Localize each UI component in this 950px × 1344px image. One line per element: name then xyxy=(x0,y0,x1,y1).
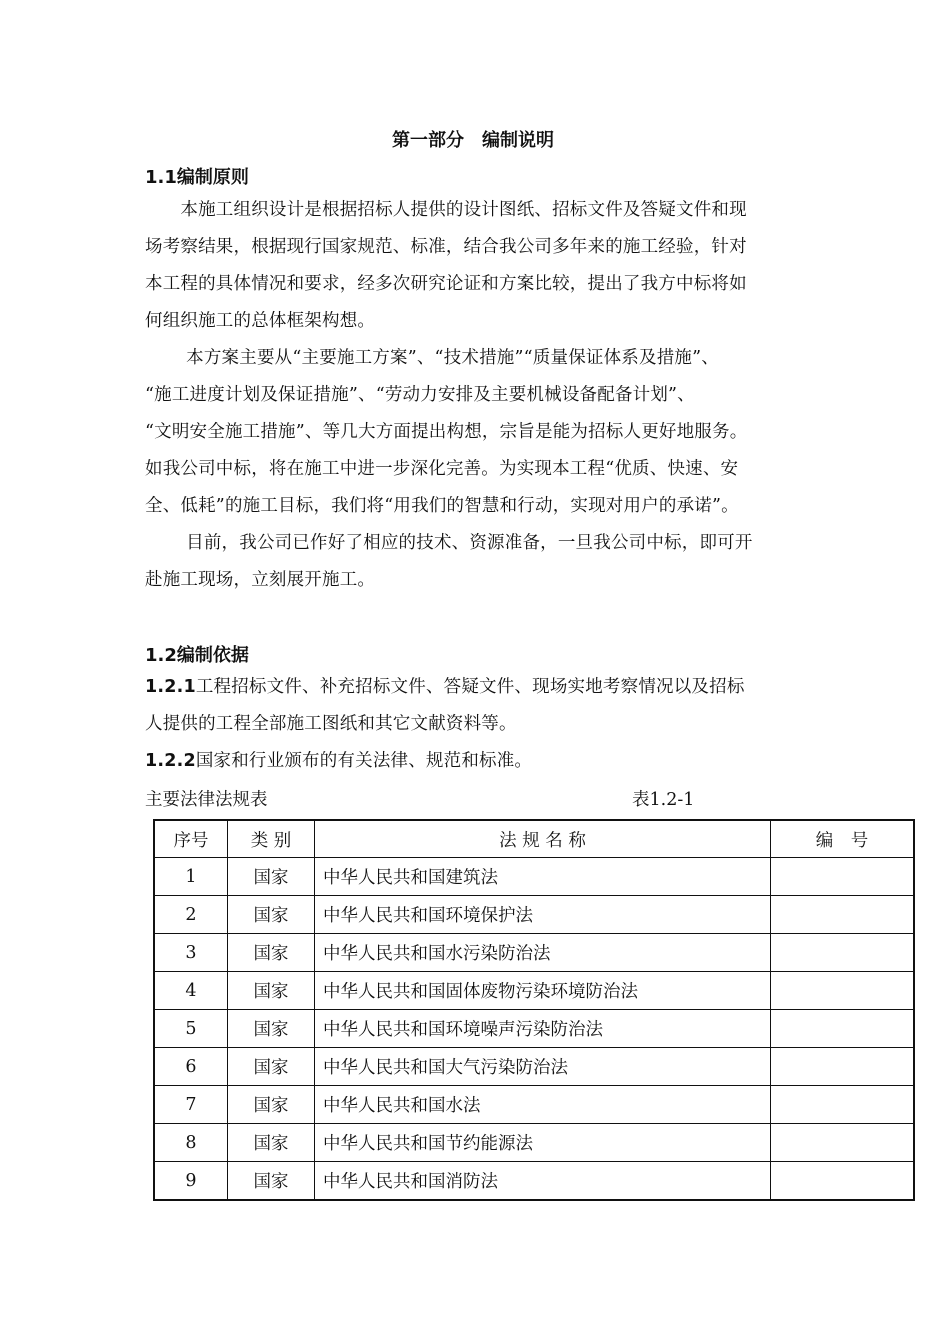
header-category: 类 别 xyxy=(228,820,315,858)
paragraph-principle-1 xyxy=(145,192,810,340)
paragraph-line: 如我公司中标，将在施工中进一步深化完善。为实现本工程“优质、快速、安 xyxy=(145,459,739,479)
basis-item-1-number: 1.2.1 xyxy=(145,677,196,697)
table-header-row xyxy=(154,820,914,858)
cell-code xyxy=(771,1162,915,1201)
paragraph-line: 何组织施工的总体框架构想。 xyxy=(145,311,376,331)
cell-law-name: 中华人民共和国建筑法 xyxy=(315,858,771,896)
paragraph-line: 赴施工现场，立刻展开施工。 xyxy=(145,570,376,590)
table-row xyxy=(154,934,914,972)
cell-category: 国家 xyxy=(228,934,315,972)
paragraph-line: 场考察结果，根据现行国家规范、标准，结合我公司多年来的施工经验，针对 xyxy=(145,237,747,257)
basis-item-2-line xyxy=(145,743,810,780)
cell-law-name: 中华人民共和国水污染防治法 xyxy=(315,934,771,972)
basis-item-2 xyxy=(145,743,810,780)
table-row xyxy=(154,1010,914,1048)
table-row xyxy=(154,1048,914,1086)
cell-code xyxy=(771,1124,915,1162)
cell-seq: 9 xyxy=(154,1162,228,1201)
paragraph-line: “施工进度计划及保证措施”、“劳动力安排及主要机械设备配备计划”、 xyxy=(145,385,695,405)
section-heading-1-2: 1.2编制依据 xyxy=(145,645,249,666)
table-row xyxy=(154,1086,914,1124)
paragraph-line: “文明安全施工措施”、等几大方面提出构想，宗旨是能为招标人更好地服务。 xyxy=(145,422,748,442)
paragraph-line: 人提供的工程全部施工图纸和其它文献资料等。 xyxy=(145,714,517,734)
laws-table xyxy=(153,819,915,1201)
cell-law-name: 中华人民共和国固体废物污染环境防治法 xyxy=(315,972,771,1010)
cell-category: 国家 xyxy=(228,972,315,1010)
section-heading-1-1: 1.1编制原则 xyxy=(145,167,249,188)
cell-law-name: 中华人民共和国环境噪声污染防治法 xyxy=(315,1010,771,1048)
cell-code xyxy=(771,1086,915,1124)
cell-seq: 8 xyxy=(154,1124,228,1162)
paragraph-line: 目前，我公司已作好了相应的技术、资源准备，一旦我公司中标，即可开 xyxy=(145,533,753,553)
cell-law-name: 中华人民共和国消防法 xyxy=(315,1162,771,1201)
paragraph-line: 本方案主要从“主要施工方案”、“技术措施”“质量保证体系及措施”、 xyxy=(145,348,719,368)
cell-seq: 6 xyxy=(154,1048,228,1086)
basis-item-1-text: 工程招标文件、补充招标文件、答疑文件、现场实地考察情况以及招标 xyxy=(195,677,745,697)
paragraph-principle-2 xyxy=(145,340,810,525)
table-row xyxy=(154,1124,914,1162)
cell-code xyxy=(771,1048,915,1086)
cell-code xyxy=(771,972,915,1010)
table-row xyxy=(154,858,914,896)
table-caption: 主要法律法规表 xyxy=(145,790,268,810)
cell-seq: 7 xyxy=(154,1086,228,1124)
basis-item-1 xyxy=(145,669,810,743)
cell-law-name: 中华人民共和国节约能源法 xyxy=(315,1124,771,1162)
paragraph-line: 本工程的具体情况和要求，经多次研究论证和方案比较，提出了我方中标将如 xyxy=(145,274,747,294)
cell-seq: 2 xyxy=(154,896,228,934)
cell-category: 国家 xyxy=(228,1124,315,1162)
cell-law-name: 中华人民共和国环境保护法 xyxy=(315,896,771,934)
cell-seq: 4 xyxy=(154,972,228,1010)
cell-code xyxy=(771,934,915,972)
cell-category: 国家 xyxy=(228,1010,315,1048)
basis-item-2-text: 国家和行业颁布的有关法律、规范和标准。 xyxy=(195,751,533,771)
paragraph-principle-3 xyxy=(145,525,810,599)
cell-seq: 5 xyxy=(154,1010,228,1048)
paragraph-line: 全、低耗”的施工目标，我们将“用我们的智慧和行动，实现对用户的承诺”。 xyxy=(145,496,739,516)
cell-code xyxy=(771,896,915,934)
header-seq: 序号 xyxy=(154,820,228,858)
cell-category: 国家 xyxy=(228,858,315,896)
cell-code xyxy=(771,858,915,896)
cell-law-name: 中华人民共和国水法 xyxy=(315,1086,771,1124)
table-row xyxy=(154,972,914,1010)
cell-category: 国家 xyxy=(228,1048,315,1086)
cell-category: 国家 xyxy=(228,1162,315,1201)
table-number: 表1.2-1 xyxy=(632,790,695,810)
page-title: 第一部分 编制说明 xyxy=(392,130,554,151)
cell-seq: 3 xyxy=(154,934,228,972)
table-row xyxy=(154,1162,914,1201)
header-law-name: 法 规 名 称 xyxy=(315,820,771,858)
basis-item-1-line xyxy=(145,669,810,706)
cell-category: 国家 xyxy=(228,896,315,934)
header-code: 编 号 xyxy=(771,820,915,858)
cell-code xyxy=(771,1010,915,1048)
paragraph-line: 本施工组织设计是根据招标人提供的设计图纸、招标文件及答疑文件和现 xyxy=(145,200,747,220)
cell-category: 国家 xyxy=(228,1086,315,1124)
table-row xyxy=(154,896,914,934)
cell-law-name: 中华人民共和国大气污染防治法 xyxy=(315,1048,771,1086)
cell-seq: 1 xyxy=(154,858,228,896)
basis-item-2-number: 1.2.2 xyxy=(145,751,196,771)
